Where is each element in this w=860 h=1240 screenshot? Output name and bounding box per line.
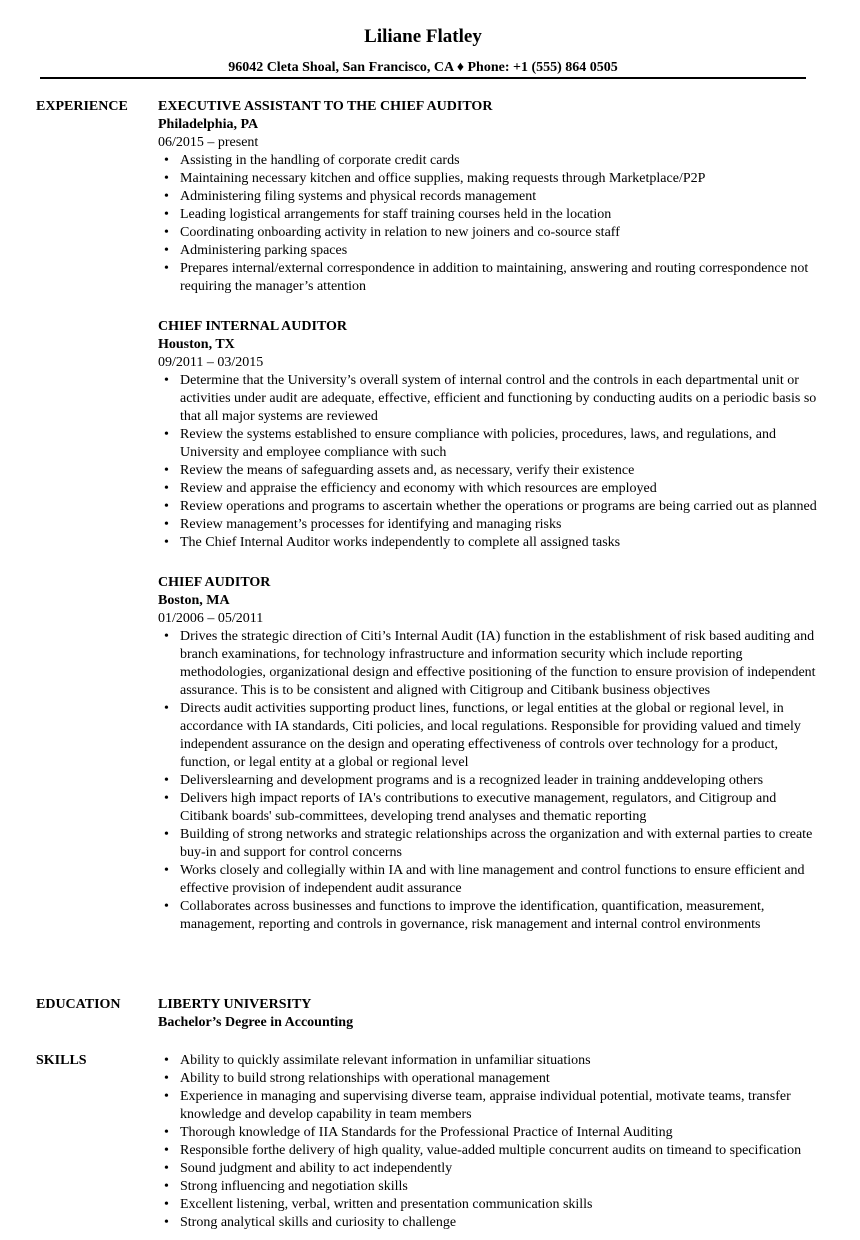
job-dates: 09/2011 – 03/2015 [158, 355, 264, 370]
job-bullets [158, 372, 818, 552]
bullet-item: • Drives the strategic direction of Citi’s Internal Audit (IA) function in the establishment of risk based auditing and branch examinations, for technology infrastructure and information security which include reporting methodologies, organizational design and effective positioning of the function to ensure provision of independent assurance. This is to be consistent and aligned with Citigroup and Citibank business objectives [180, 628, 818, 700]
skill-item: • Experience in managing and supervising diverse team, appraise individual potential, motivate teams, transfer knowledge and develop capability in team members [180, 1088, 818, 1124]
bullet-item: • Review management’s processes for identifying and managing risks [180, 516, 818, 534]
skill-item: • Ability to quickly assimilate relevant information in unfamiliar situations [180, 1052, 818, 1070]
bullet-item: • Building of strong networks and strategic relationships across the organization and with external parties to create buy-in and support for control concerns [180, 826, 818, 862]
bullet-item: • The Chief Internal Auditor works independently to complete all assigned tasks [180, 534, 818, 552]
bullet-item: • Works closely and collegially within IA and with line management and control functions to ensure efficient and effective provision of independent audit assurance [180, 862, 818, 898]
skill-item: • Responsible forthe delivery of high quality, value-added multiple concurrent audits on timeand to specification [180, 1142, 818, 1160]
job-location: Houston, TX [158, 337, 235, 352]
skills-list [158, 1052, 818, 1232]
bullet-item: • Administering filing systems and physical records management [180, 188, 818, 206]
job-dates: 06/2015 – present [158, 135, 259, 150]
contact-line: 96042 Cleta Shoal, San Francisco, CA ♦ Phone: +1 (555) 864 0505 [228, 60, 618, 75]
experience-heading: EXPERIENCE [36, 99, 128, 114]
bullet-item: • Collaborates across businesses and functions to improve the identification, quantification, measurement, management, reporting and controls in governance, risk management and internal control environments [180, 898, 818, 934]
bullet-item: • Review the means of safeguarding assets and, as necessary, verify their existence [180, 462, 818, 480]
bullet-item: • Review and appraise the efficiency and economy with which resources are employed [180, 480, 818, 498]
degree: Bachelor’s Degree in Accounting [158, 1015, 354, 1030]
job-entry [158, 98, 818, 296]
job-entry [158, 318, 818, 552]
skill-item: • Thorough knowledge of IIA Standards for the Professional Practice of Internal Auditing [180, 1124, 818, 1142]
job-title: CHIEF INTERNAL AUDITOR [158, 319, 348, 334]
bullet-item: • Maintaining necessary kitchen and office supplies, making requests through Marketplace/P2P [180, 170, 818, 188]
education-heading: EDUCATION [36, 997, 121, 1012]
skill-item: • Ability to build strong relationships with operational management [180, 1070, 818, 1088]
bullet-item: • Administering parking spaces [180, 242, 818, 260]
skill-item: • Strong analytical skills and curiosity to challenge [180, 1214, 818, 1232]
bullet-item: • Assisting in the handling of corporate credit cards [180, 152, 818, 170]
job-title: CHIEF AUDITOR [158, 575, 271, 590]
bullet-item: • Deliverslearning and development programs and is a recognized leader in training anddeveloping others [180, 772, 818, 790]
bullet-item: • Determine that the University’s overall system of internal control and the controls in each departmental unit or activities under audit are adequate, effective, efficient and functioning by conducting audits on a periodic basis so that all major systems are reviewed [180, 372, 818, 426]
bullet-item: • Prepares internal/external correspondence in addition to maintaining, answering and routing correspondence not requiring the manager’s attention [180, 260, 818, 296]
skills-heading: SKILLS [36, 1053, 87, 1068]
job-location: Boston, MA [158, 593, 230, 608]
bullet-item: • Delivers high impact reports of IA's contributions to executive management, regulators, and Citigroup and Citibank boards' sub-committees, developing trend analyses and thematic reporting [180, 790, 818, 826]
skills-list-wrap [158, 1052, 818, 1232]
experience-list [158, 98, 818, 950]
skill-item: • Excellent listening, verbal, written and presentation communication skills [180, 1196, 818, 1214]
bullet-item: • Review operations and programs to ascertain whether the operations or programs are being carried out as planned [180, 498, 818, 516]
school-name: LIBERTY UNIVERSITY [158, 997, 312, 1012]
job-entry [158, 574, 818, 934]
skill-item: • Sound judgment and ability to act independently [180, 1160, 818, 1178]
job-bullets [158, 152, 818, 296]
bullet-item: • Directs audit activities supporting product lines, functions, or legal entities at the global or regional level, in accordance with IA standards, Citi policies, and local regulations. Responsible for providing valued and timely independent assurance on the design and operating effectiveness of controls over technology for a product, function, or legal entity at a global or regional level [180, 700, 818, 772]
job-dates: 01/2006 – 05/2011 [158, 611, 264, 626]
job-title: EXECUTIVE ASSISTANT TO THE CHIEF AUDITOR [158, 99, 493, 114]
skill-item: • Strong influencing and negotiation skills [180, 1178, 818, 1196]
education-entry [158, 996, 818, 1032]
header-divider [40, 77, 806, 79]
bullet-item: • Review the systems established to ensure compliance with policies, procedures, laws, and regulations, and University and employee compliance with such [180, 426, 818, 462]
job-bullets [158, 628, 818, 934]
candidate-name: Liliane Flatley [364, 26, 482, 47]
bullet-item: • Coordinating onboarding activity in relation to new joiners and co-source staff [180, 224, 818, 242]
bullet-item: • Leading logistical arrangements for staff training courses held in the location [180, 206, 818, 224]
job-location: Philadelphia, PA [158, 117, 259, 132]
